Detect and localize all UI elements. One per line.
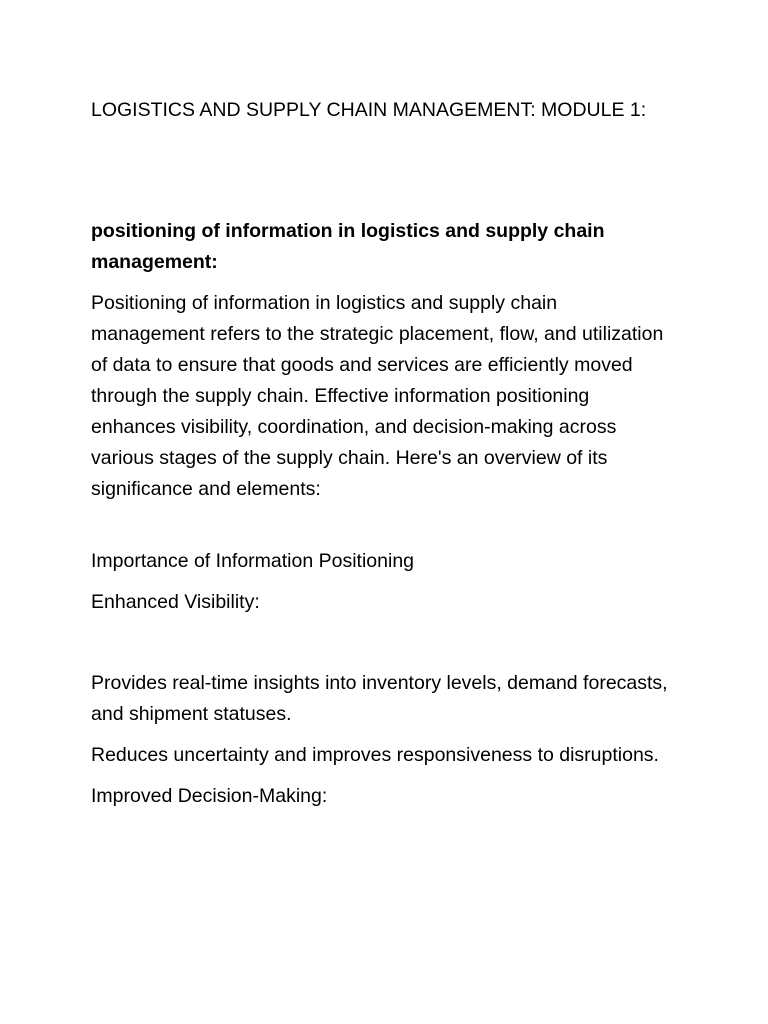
intro-paragraph: Positioning of information in logistics and supply chain management refers to the strategic placement, flow, and utilization of data to ensure that goods and services are efficiently moved through the supply chain. Effective information positioning enhances visibility, coordination, and decision-making across various stages of the supply chain. Here's an overview of its significance and elements: <box>91 292 664 500</box>
visibility-heading: Enhanced Visibility: <box>91 591 260 613</box>
importance-heading: Importance of Information Positioning <box>91 550 415 572</box>
decision-heading: Improved Decision-Making: <box>91 785 328 807</box>
visibility-point-2: Reduces uncertainty and improves responsiveness to disruptions. <box>91 744 659 766</box>
visibility-point-1: Provides real-time insights into inventory levels, demand forecasts, and shipment statuses. <box>91 672 668 725</box>
module-title: LOGISTICS AND SUPPLY CHAIN MANAGEMENT: MODULE 1: <box>91 99 647 121</box>
section-heading: positioning of information in logistics and supply chain management: <box>91 220 605 273</box>
document-body <box>91 95 671 812</box>
